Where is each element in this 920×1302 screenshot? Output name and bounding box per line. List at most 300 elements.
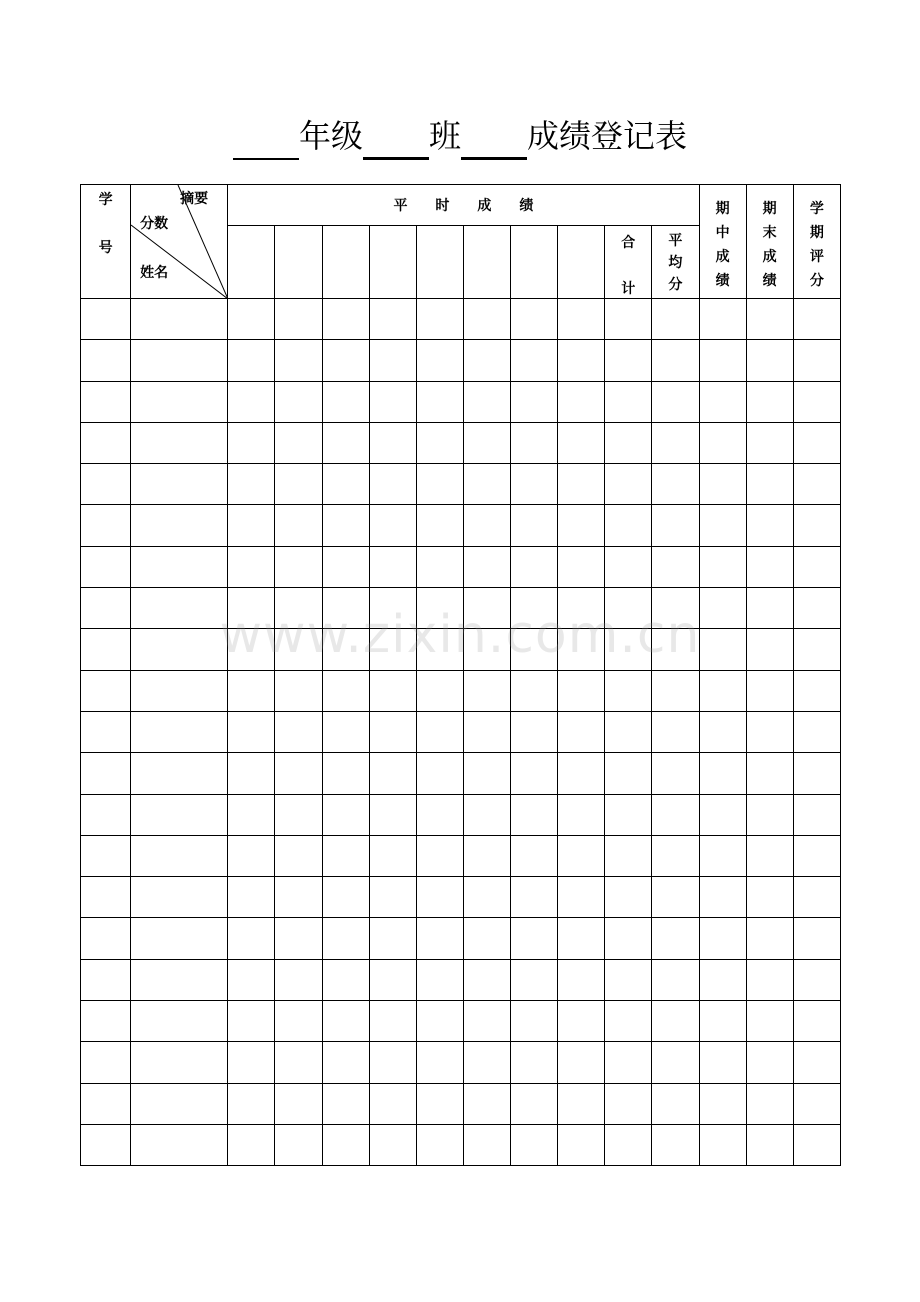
table-cell[interactable] bbox=[275, 464, 322, 505]
table-cell[interactable] bbox=[605, 1083, 652, 1124]
table-cell[interactable] bbox=[228, 877, 275, 918]
table-cell[interactable] bbox=[511, 340, 558, 381]
table-cell[interactable] bbox=[793, 753, 840, 794]
table-cell[interactable] bbox=[275, 835, 322, 876]
table-cell[interactable] bbox=[131, 794, 228, 835]
table-cell[interactable] bbox=[131, 629, 228, 670]
table-cell[interactable] bbox=[322, 877, 369, 918]
table-cell[interactable] bbox=[558, 422, 605, 463]
table-cell[interactable] bbox=[652, 918, 699, 959]
table-cell[interactable] bbox=[131, 753, 228, 794]
table-cell[interactable] bbox=[699, 918, 746, 959]
table-cell[interactable] bbox=[793, 918, 840, 959]
table-cell[interactable] bbox=[511, 711, 558, 752]
table-cell[interactable] bbox=[228, 299, 275, 340]
table-cell[interactable] bbox=[322, 1001, 369, 1042]
table-cell[interactable] bbox=[793, 588, 840, 629]
table-cell[interactable] bbox=[81, 340, 131, 381]
table-cell[interactable] bbox=[558, 959, 605, 1000]
table-cell[interactable] bbox=[369, 588, 416, 629]
table-cell[interactable] bbox=[793, 670, 840, 711]
table-cell[interactable] bbox=[81, 670, 131, 711]
table-cell[interactable] bbox=[699, 711, 746, 752]
table-cell[interactable] bbox=[81, 505, 131, 546]
class-blank[interactable] bbox=[363, 123, 429, 160]
table-cell[interactable] bbox=[652, 464, 699, 505]
table-cell[interactable] bbox=[81, 877, 131, 918]
table-cell[interactable] bbox=[131, 340, 228, 381]
table-cell[interactable] bbox=[511, 505, 558, 546]
table-cell[interactable] bbox=[228, 422, 275, 463]
table-cell[interactable] bbox=[793, 835, 840, 876]
table-cell[interactable] bbox=[416, 1083, 463, 1124]
table-cell[interactable] bbox=[275, 1083, 322, 1124]
table-cell[interactable] bbox=[746, 1083, 793, 1124]
table-cell[interactable] bbox=[605, 918, 652, 959]
table-cell[interactable] bbox=[81, 753, 131, 794]
table-cell[interactable] bbox=[463, 918, 510, 959]
table-cell[interactable] bbox=[81, 464, 131, 505]
table-cell[interactable] bbox=[652, 670, 699, 711]
table-cell[interactable] bbox=[416, 505, 463, 546]
table-cell[interactable] bbox=[605, 629, 652, 670]
table-cell[interactable] bbox=[558, 464, 605, 505]
table-cell[interactable] bbox=[416, 464, 463, 505]
table-cell[interactable] bbox=[81, 918, 131, 959]
table-cell[interactable] bbox=[463, 877, 510, 918]
table-cell[interactable] bbox=[652, 505, 699, 546]
table-cell[interactable] bbox=[131, 464, 228, 505]
table-cell[interactable] bbox=[463, 464, 510, 505]
table-cell[interactable] bbox=[131, 1001, 228, 1042]
table-cell[interactable] bbox=[369, 959, 416, 1000]
table-cell[interactable] bbox=[699, 1124, 746, 1165]
table-cell[interactable] bbox=[369, 835, 416, 876]
table-cell[interactable] bbox=[605, 505, 652, 546]
table-cell[interactable] bbox=[605, 794, 652, 835]
table-cell[interactable] bbox=[511, 299, 558, 340]
table-cell[interactable] bbox=[416, 546, 463, 587]
table-cell[interactable] bbox=[699, 381, 746, 422]
table-cell[interactable] bbox=[511, 464, 558, 505]
table-cell[interactable] bbox=[511, 1124, 558, 1165]
table-cell[interactable] bbox=[275, 711, 322, 752]
table-cell[interactable] bbox=[228, 546, 275, 587]
table-cell[interactable] bbox=[793, 877, 840, 918]
table-cell[interactable] bbox=[416, 959, 463, 1000]
table-cell[interactable] bbox=[322, 546, 369, 587]
table-cell[interactable] bbox=[793, 1083, 840, 1124]
table-cell[interactable] bbox=[416, 794, 463, 835]
table-cell[interactable] bbox=[81, 422, 131, 463]
table-cell[interactable] bbox=[511, 422, 558, 463]
table-cell[interactable] bbox=[463, 670, 510, 711]
table-cell[interactable] bbox=[416, 918, 463, 959]
table-cell[interactable] bbox=[416, 835, 463, 876]
table-cell[interactable] bbox=[228, 794, 275, 835]
table-cell[interactable] bbox=[746, 464, 793, 505]
table-cell[interactable] bbox=[81, 1001, 131, 1042]
table-cell[interactable] bbox=[558, 918, 605, 959]
table-cell[interactable] bbox=[699, 588, 746, 629]
table-cell[interactable] bbox=[511, 753, 558, 794]
table-cell[interactable] bbox=[463, 629, 510, 670]
table-cell[interactable] bbox=[605, 959, 652, 1000]
table-cell[interactable] bbox=[369, 629, 416, 670]
table-cell[interactable] bbox=[275, 340, 322, 381]
table-cell[interactable] bbox=[746, 753, 793, 794]
table-cell[interactable] bbox=[652, 877, 699, 918]
table-cell[interactable] bbox=[511, 794, 558, 835]
table-cell[interactable] bbox=[699, 464, 746, 505]
table-cell[interactable] bbox=[81, 381, 131, 422]
table-cell[interactable] bbox=[699, 835, 746, 876]
table-cell[interactable] bbox=[81, 835, 131, 876]
table-cell[interactable] bbox=[652, 711, 699, 752]
table-cell[interactable] bbox=[652, 794, 699, 835]
table-cell[interactable] bbox=[369, 794, 416, 835]
table-cell[interactable] bbox=[652, 629, 699, 670]
table-cell[interactable] bbox=[275, 546, 322, 587]
table-cell[interactable] bbox=[416, 299, 463, 340]
table-cell[interactable] bbox=[369, 1042, 416, 1083]
grade-blank[interactable] bbox=[233, 124, 299, 160]
table-cell[interactable] bbox=[369, 505, 416, 546]
table-cell[interactable] bbox=[558, 877, 605, 918]
table-cell[interactable] bbox=[652, 1124, 699, 1165]
table-cell[interactable] bbox=[605, 835, 652, 876]
table-cell[interactable] bbox=[463, 959, 510, 1000]
table-cell[interactable] bbox=[322, 381, 369, 422]
table-cell[interactable] bbox=[463, 1001, 510, 1042]
table-cell[interactable] bbox=[416, 422, 463, 463]
table-cell[interactable] bbox=[463, 794, 510, 835]
table-cell[interactable] bbox=[511, 546, 558, 587]
table-cell[interactable] bbox=[793, 464, 840, 505]
table-cell[interactable] bbox=[652, 299, 699, 340]
table-cell[interactable] bbox=[131, 381, 228, 422]
table-cell[interactable] bbox=[605, 464, 652, 505]
table-cell[interactable] bbox=[699, 629, 746, 670]
table-cell[interactable] bbox=[793, 505, 840, 546]
table-cell[interactable] bbox=[369, 918, 416, 959]
table-cell[interactable] bbox=[81, 588, 131, 629]
table-cell[interactable] bbox=[699, 670, 746, 711]
table-cell[interactable] bbox=[131, 1042, 228, 1083]
table-cell[interactable] bbox=[605, 381, 652, 422]
table-cell[interactable] bbox=[275, 959, 322, 1000]
table-cell[interactable] bbox=[605, 299, 652, 340]
table-cell[interactable] bbox=[275, 1001, 322, 1042]
table-cell[interactable] bbox=[652, 753, 699, 794]
table-cell[interactable] bbox=[131, 918, 228, 959]
table-cell[interactable] bbox=[605, 340, 652, 381]
table-cell[interactable] bbox=[699, 753, 746, 794]
table-cell[interactable] bbox=[81, 794, 131, 835]
table-cell[interactable] bbox=[228, 918, 275, 959]
table-cell[interactable] bbox=[793, 1001, 840, 1042]
table-cell[interactable] bbox=[746, 835, 793, 876]
table-cell[interactable] bbox=[699, 1001, 746, 1042]
table-cell[interactable] bbox=[558, 629, 605, 670]
table-cell[interactable] bbox=[228, 835, 275, 876]
table-cell[interactable] bbox=[369, 670, 416, 711]
table-cell[interactable] bbox=[699, 505, 746, 546]
table-cell[interactable] bbox=[131, 588, 228, 629]
table-cell[interactable] bbox=[511, 877, 558, 918]
table-cell[interactable] bbox=[228, 1124, 275, 1165]
table-cell[interactable] bbox=[605, 588, 652, 629]
table-cell[interactable] bbox=[275, 918, 322, 959]
table-cell[interactable] bbox=[558, 1124, 605, 1165]
table-cell[interactable] bbox=[228, 1042, 275, 1083]
table-cell[interactable] bbox=[416, 588, 463, 629]
table-cell[interactable] bbox=[322, 1124, 369, 1165]
table-cell[interactable] bbox=[131, 1083, 228, 1124]
table-cell[interactable] bbox=[699, 794, 746, 835]
table-cell[interactable] bbox=[228, 1001, 275, 1042]
table-cell[interactable] bbox=[652, 959, 699, 1000]
table-cell[interactable] bbox=[322, 670, 369, 711]
table-cell[interactable] bbox=[416, 629, 463, 670]
table-cell[interactable] bbox=[228, 381, 275, 422]
table-cell[interactable] bbox=[746, 794, 793, 835]
table-cell[interactable] bbox=[322, 918, 369, 959]
table-cell[interactable] bbox=[131, 877, 228, 918]
table-cell[interactable] bbox=[652, 835, 699, 876]
table-cell[interactable] bbox=[228, 753, 275, 794]
table-cell[interactable] bbox=[322, 753, 369, 794]
table-cell[interactable] bbox=[652, 381, 699, 422]
table-cell[interactable] bbox=[558, 505, 605, 546]
table-cell[interactable] bbox=[369, 464, 416, 505]
table-cell[interactable] bbox=[322, 1042, 369, 1083]
table-cell[interactable] bbox=[463, 299, 510, 340]
table-cell[interactable] bbox=[652, 1083, 699, 1124]
table-cell[interactable] bbox=[228, 711, 275, 752]
table-cell[interactable] bbox=[81, 299, 131, 340]
table-cell[interactable] bbox=[463, 1083, 510, 1124]
table-cell[interactable] bbox=[131, 546, 228, 587]
table-cell[interactable] bbox=[511, 588, 558, 629]
table-cell[interactable] bbox=[463, 711, 510, 752]
subject-blank[interactable] bbox=[461, 123, 527, 160]
table-cell[interactable] bbox=[699, 299, 746, 340]
table-cell[interactable] bbox=[746, 711, 793, 752]
table-cell[interactable] bbox=[369, 422, 416, 463]
table-cell[interactable] bbox=[275, 629, 322, 670]
table-cell[interactable] bbox=[275, 588, 322, 629]
table-cell[interactable] bbox=[605, 546, 652, 587]
table-cell[interactable] bbox=[228, 629, 275, 670]
table-cell[interactable] bbox=[746, 670, 793, 711]
table-cell[interactable] bbox=[416, 381, 463, 422]
table-cell[interactable] bbox=[793, 1042, 840, 1083]
table-cell[interactable] bbox=[652, 1042, 699, 1083]
table-cell[interactable] bbox=[275, 753, 322, 794]
table-cell[interactable] bbox=[228, 340, 275, 381]
table-cell[interactable] bbox=[652, 340, 699, 381]
table-cell[interactable] bbox=[228, 505, 275, 546]
table-cell[interactable] bbox=[463, 1042, 510, 1083]
table-cell[interactable] bbox=[463, 340, 510, 381]
table-cell[interactable] bbox=[275, 299, 322, 340]
table-cell[interactable] bbox=[746, 588, 793, 629]
table-cell[interactable] bbox=[605, 1124, 652, 1165]
table-cell[interactable] bbox=[81, 711, 131, 752]
table-cell[interactable] bbox=[699, 340, 746, 381]
table-cell[interactable] bbox=[511, 670, 558, 711]
table-cell[interactable] bbox=[558, 1001, 605, 1042]
table-cell[interactable] bbox=[322, 835, 369, 876]
table-cell[interactable] bbox=[228, 588, 275, 629]
table-cell[interactable] bbox=[275, 794, 322, 835]
table-cell[interactable] bbox=[416, 670, 463, 711]
table-cell[interactable] bbox=[463, 835, 510, 876]
table-cell[interactable] bbox=[322, 340, 369, 381]
table-cell[interactable] bbox=[605, 1001, 652, 1042]
table-cell[interactable] bbox=[605, 422, 652, 463]
table-cell[interactable] bbox=[793, 546, 840, 587]
table-cell[interactable] bbox=[605, 877, 652, 918]
table-cell[interactable] bbox=[793, 340, 840, 381]
table-cell[interactable] bbox=[416, 877, 463, 918]
table-cell[interactable] bbox=[746, 546, 793, 587]
table-cell[interactable] bbox=[558, 1042, 605, 1083]
table-cell[interactable] bbox=[322, 794, 369, 835]
table-cell[interactable] bbox=[322, 422, 369, 463]
table-cell[interactable] bbox=[81, 959, 131, 1000]
table-cell[interactable] bbox=[605, 1042, 652, 1083]
table-cell[interactable] bbox=[558, 794, 605, 835]
table-cell[interactable] bbox=[699, 422, 746, 463]
table-cell[interactable] bbox=[746, 959, 793, 1000]
table-cell[interactable] bbox=[131, 711, 228, 752]
table-cell[interactable] bbox=[275, 422, 322, 463]
table-cell[interactable] bbox=[558, 340, 605, 381]
table-cell[interactable] bbox=[416, 340, 463, 381]
table-cell[interactable] bbox=[275, 381, 322, 422]
table-cell[interactable] bbox=[511, 959, 558, 1000]
table-cell[interactable] bbox=[793, 299, 840, 340]
table-cell[interactable] bbox=[81, 1042, 131, 1083]
table-cell[interactable] bbox=[81, 629, 131, 670]
table-cell[interactable] bbox=[463, 505, 510, 546]
table-cell[interactable] bbox=[652, 546, 699, 587]
table-cell[interactable] bbox=[746, 1124, 793, 1165]
table-cell[interactable] bbox=[416, 1042, 463, 1083]
table-cell[interactable] bbox=[275, 877, 322, 918]
table-cell[interactable] bbox=[605, 670, 652, 711]
table-cell[interactable] bbox=[275, 505, 322, 546]
table-cell[interactable] bbox=[511, 835, 558, 876]
table-cell[interactable] bbox=[81, 1124, 131, 1165]
table-cell[interactable] bbox=[746, 340, 793, 381]
table-cell[interactable] bbox=[275, 1042, 322, 1083]
table-cell[interactable] bbox=[416, 711, 463, 752]
table-cell[interactable] bbox=[228, 670, 275, 711]
table-cell[interactable] bbox=[511, 1042, 558, 1083]
table-cell[interactable] bbox=[558, 670, 605, 711]
table-cell[interactable] bbox=[699, 959, 746, 1000]
table-cell[interactable] bbox=[322, 1083, 369, 1124]
table-cell[interactable] bbox=[322, 629, 369, 670]
table-cell[interactable] bbox=[558, 835, 605, 876]
table-cell[interactable] bbox=[131, 299, 228, 340]
table-cell[interactable] bbox=[793, 794, 840, 835]
table-cell[interactable] bbox=[746, 1001, 793, 1042]
table-cell[interactable] bbox=[81, 1083, 131, 1124]
table-cell[interactable] bbox=[746, 299, 793, 340]
table-cell[interactable] bbox=[322, 464, 369, 505]
table-cell[interactable] bbox=[558, 299, 605, 340]
table-cell[interactable] bbox=[416, 1001, 463, 1042]
table-cell[interactable] bbox=[699, 1042, 746, 1083]
table-cell[interactable] bbox=[131, 422, 228, 463]
table-cell[interactable] bbox=[699, 546, 746, 587]
table-cell[interactable] bbox=[463, 1124, 510, 1165]
table-cell[interactable] bbox=[511, 1001, 558, 1042]
table-cell[interactable] bbox=[558, 753, 605, 794]
table-cell[interactable] bbox=[699, 1083, 746, 1124]
table-cell[interactable] bbox=[322, 505, 369, 546]
table-cell[interactable] bbox=[416, 753, 463, 794]
table-cell[interactable] bbox=[746, 381, 793, 422]
table-cell[interactable] bbox=[275, 1124, 322, 1165]
table-cell[interactable] bbox=[131, 1124, 228, 1165]
table-cell[interactable] bbox=[416, 1124, 463, 1165]
table-cell[interactable] bbox=[369, 877, 416, 918]
table-cell[interactable] bbox=[369, 753, 416, 794]
table-cell[interactable] bbox=[322, 959, 369, 1000]
table-cell[interactable] bbox=[463, 381, 510, 422]
table-cell[interactable] bbox=[652, 1001, 699, 1042]
table-cell[interactable] bbox=[746, 422, 793, 463]
table-cell[interactable] bbox=[793, 381, 840, 422]
table-cell[interactable] bbox=[652, 588, 699, 629]
table-cell[interactable] bbox=[369, 340, 416, 381]
table-cell[interactable] bbox=[558, 546, 605, 587]
table-cell[interactable] bbox=[605, 753, 652, 794]
table-cell[interactable] bbox=[322, 711, 369, 752]
table-cell[interactable] bbox=[463, 588, 510, 629]
table-cell[interactable] bbox=[558, 588, 605, 629]
table-cell[interactable] bbox=[228, 959, 275, 1000]
table-cell[interactable] bbox=[511, 1083, 558, 1124]
table-cell[interactable] bbox=[322, 299, 369, 340]
table-cell[interactable] bbox=[463, 422, 510, 463]
table-cell[interactable] bbox=[322, 588, 369, 629]
table-cell[interactable] bbox=[228, 1083, 275, 1124]
table-cell[interactable] bbox=[699, 877, 746, 918]
table-cell[interactable] bbox=[793, 711, 840, 752]
table-cell[interactable] bbox=[793, 422, 840, 463]
table-cell[interactable] bbox=[793, 629, 840, 670]
table-cell[interactable] bbox=[746, 1042, 793, 1083]
table-cell[interactable] bbox=[369, 1083, 416, 1124]
table-cell[interactable] bbox=[605, 711, 652, 752]
table-cell[interactable] bbox=[369, 381, 416, 422]
table-cell[interactable] bbox=[131, 505, 228, 546]
table-cell[interactable] bbox=[511, 381, 558, 422]
table-cell[interactable] bbox=[558, 381, 605, 422]
table-cell[interactable] bbox=[463, 753, 510, 794]
table-cell[interactable] bbox=[131, 959, 228, 1000]
table-cell[interactable] bbox=[369, 1124, 416, 1165]
table-cell[interactable] bbox=[369, 711, 416, 752]
table-cell[interactable] bbox=[746, 505, 793, 546]
table-cell[interactable] bbox=[652, 422, 699, 463]
